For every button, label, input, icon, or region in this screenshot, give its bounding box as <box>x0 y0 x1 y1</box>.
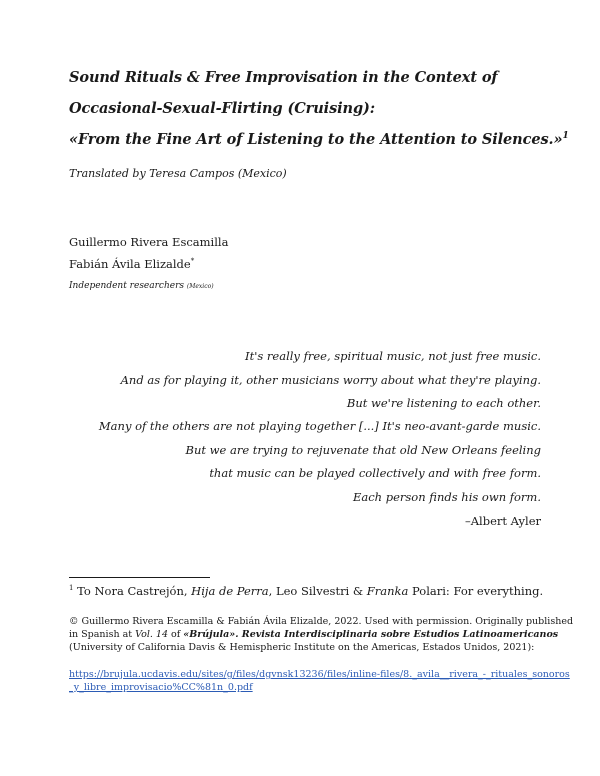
copyright-text: of <box>167 629 184 640</box>
epigraph-line: Many of the others are not playing together [...] It's neo-avant-garde music. <box>98 419 541 433</box>
epigraph-line: It's really free, spiritual music, not just free music. <box>245 349 541 363</box>
author-1-name: Guillermo Rivera Escamilla <box>69 235 229 249</box>
affiliation <box>69 281 214 291</box>
copyright-line-1: © Guillermo Rivera Escamilla & Fabián Ávila Elizalde, 2022. Used with permission. Originally published <box>69 616 574 627</box>
title-footnote-mark: 1 <box>562 131 569 142</box>
copyright-line-2 <box>69 629 558 640</box>
translator-credit: Translated by Teresa Campos (Mexico) <box>69 167 287 180</box>
footnote-text: , Leo Silvestri & <box>268 584 367 598</box>
epigraph-line: But we are trying to rejuvenate that old New Orleans feeling <box>185 443 541 457</box>
author-1 <box>69 235 228 249</box>
epigraph-line: Each person finds his own form. <box>352 490 541 504</box>
footnote-divider <box>69 577 210 578</box>
copyright-volume: Vol. 14 <box>135 629 168 640</box>
affiliation-main: Independent researchers <box>69 281 185 291</box>
source-url-line-2[interactable]: _y_libre_improvisacio%CC%81n_0.pdf <box>69 682 253 693</box>
copyright-journal: «Brújula». Revista Interdisciplinaria sobre Estudios Latinoamericanos <box>183 629 559 640</box>
copyright-text: in Spanish at <box>69 629 136 640</box>
source-url-line-1[interactable]: https://brujula.ucdavis.edu/sites/g/files/dgvnsk13236/files/inline-files/8._avila__rivera_-_rituales_sonoros <box>69 669 570 680</box>
epigraph-line: that music can be played collectively and with free form. <box>209 466 541 480</box>
title-line-1: Sound Rituals & Free Improvisation in the Context of <box>69 69 498 86</box>
footnote-text: Polari: For everything. <box>408 584 544 598</box>
footnote-1-mark: 1 <box>69 584 74 593</box>
author-2-name: Fabián Ávila Elizalde <box>69 257 191 271</box>
footnote-italic-name: Hija de Perra <box>191 584 269 598</box>
epigraph-line: And as for playing it, other musicians worry about what they're playing. <box>120 373 541 387</box>
copyright-line-3: (University of California Davis & Hemispheric Institute on the Americas, Estados Unidos, 2021): <box>69 642 535 653</box>
author-2 <box>69 257 194 271</box>
epigraph-line: But we're listening to each other. <box>346 396 541 410</box>
epigraph-attribution: –Albert Ayler <box>465 514 541 528</box>
affiliation-place: (Mexico) <box>186 283 214 290</box>
author-2-mark: * <box>190 257 195 266</box>
footnote-text: To Nora Castrejón, <box>77 584 192 598</box>
title-line-2: Occasional-Sexual-Flirting (Cruising): <box>69 100 376 117</box>
title-line-3-text: «From the Fine Art of Listening to the Attention to Silences.» <box>69 131 563 148</box>
footnote-italic-name: Franka <box>366 584 409 598</box>
title-line-3 <box>69 131 569 148</box>
footnote-1 <box>69 584 543 598</box>
